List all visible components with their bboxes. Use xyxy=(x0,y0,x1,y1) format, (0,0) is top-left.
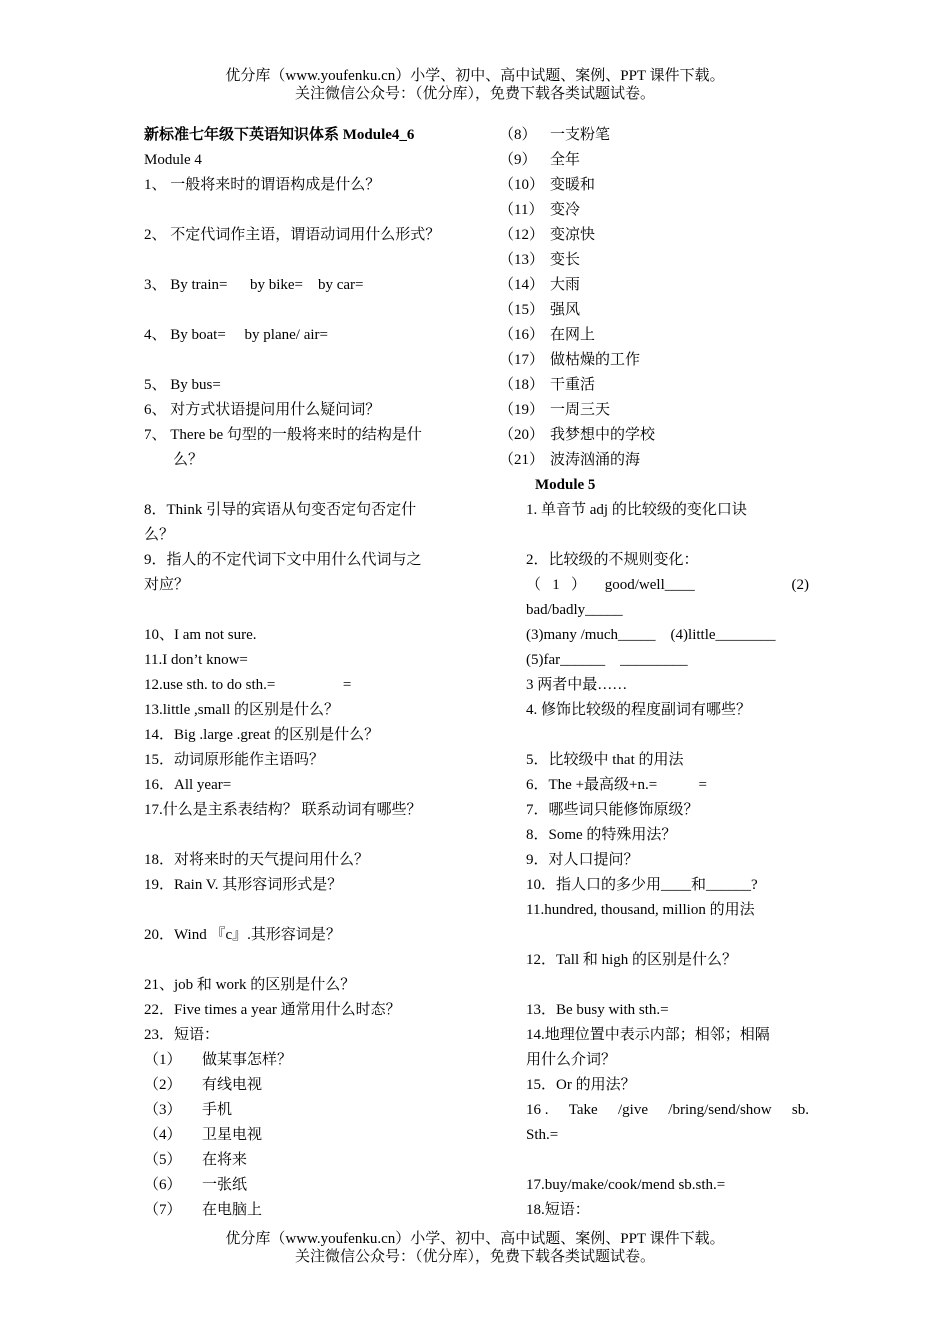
phrase-item xyxy=(499,248,809,273)
phrase-text: 手机 xyxy=(202,1102,233,1118)
question-1: 1、 一般将来时的谓语构成是什么？ xyxy=(144,177,381,193)
question-17: 17.什么是主系表结构？ 联系动词有哪些？ xyxy=(144,802,422,818)
phrase-item xyxy=(499,198,809,223)
question-4: 4、 By boat= by plane/ air= xyxy=(144,327,328,343)
module5-question-16 xyxy=(499,1098,809,1123)
phrase-item xyxy=(499,223,809,248)
document-title: 新标准七年级下英语知识体系 Module4_6 xyxy=(144,127,415,143)
phrase-item xyxy=(144,1123,464,1148)
phrase-text: 做枯燥的工作 xyxy=(550,352,641,368)
phrase-number: （5） xyxy=(144,1152,182,1168)
phrase-number: （2） xyxy=(144,1077,182,1093)
phrase-number: （1） xyxy=(144,1052,182,1068)
module5-question-8: 8．Some 的特殊用法？ xyxy=(526,827,677,843)
phrase-number: （3） xyxy=(144,1102,182,1118)
phrase-number: （19） xyxy=(499,402,545,418)
phrase-text: 做某事怎样？ xyxy=(202,1052,293,1068)
phrase-item xyxy=(499,323,809,348)
module5-question-9: 9．对人口提问？ xyxy=(526,852,639,868)
phrase-text: 波涛汹涌的海 xyxy=(550,452,641,468)
phrase-number: （9） xyxy=(499,152,537,168)
question-3: 3、 By train= by bike= by car= xyxy=(144,277,364,293)
phrase-item xyxy=(144,1173,464,1198)
phrase-item xyxy=(499,123,809,148)
phrase-text: 在电脑上 xyxy=(202,1202,263,1218)
question-7: 7、 There be 句型的一般将来时的结构是什 xyxy=(144,427,422,443)
question-5: 5、 By bus= xyxy=(144,377,221,393)
question-2: 2、 不定代词作主语，谓语动词用什么形式？ xyxy=(144,227,441,243)
phrase-item xyxy=(144,1073,464,1098)
question-13: 13.little ,small 的区别是什么？ xyxy=(144,702,339,718)
phrase-text: 一周三天 xyxy=(550,402,611,418)
question-9: 9．指人的不定代词下文中用什么代词与之 xyxy=(144,552,422,568)
module5-question-13: 13．Be busy with sth.= xyxy=(526,1002,669,1018)
page-footer xyxy=(0,1230,950,1266)
question-8: 8．Think 引导的宾语从句变否定句否定什 xyxy=(144,502,417,518)
question-20: 20．Wind 『c』.其形容词是？ xyxy=(144,927,341,943)
phrase-item xyxy=(499,423,809,448)
module-4-heading: Module 4 xyxy=(144,152,202,168)
phrase-text: 全年 xyxy=(550,152,581,168)
question-6: 6、 对方式状语提问用什么疑问词？ xyxy=(144,402,381,418)
footer-line-2: 关注微信公众号：（优分库），免费下载各类试题试卷。 xyxy=(294,1249,655,1265)
question-7-cont: 么？ xyxy=(173,452,204,468)
phrase-list-right xyxy=(499,123,809,473)
phrase-text: 大雨 xyxy=(550,277,581,293)
phrase-number: （16） xyxy=(499,327,545,343)
phrase-number: （10） xyxy=(499,177,545,193)
question-12: 12.use sth. to do sth.= = xyxy=(144,677,352,693)
irregular-2: bad/badly_____ xyxy=(526,602,623,618)
module5-question-11: 11.hundred, thousand, million 的用法 xyxy=(526,902,755,918)
phrase-item xyxy=(144,1048,464,1073)
q16-word: /give xyxy=(618,1102,648,1118)
phrase-number: （20） xyxy=(499,427,545,443)
phrase-text: 一张纸 xyxy=(202,1177,248,1193)
phrase-text: 变长 xyxy=(550,252,581,268)
phrase-item xyxy=(499,173,809,198)
phrase-number: （17） xyxy=(499,352,545,368)
phrase-number: （21） xyxy=(499,452,545,468)
q16-word: 16 . xyxy=(526,1102,549,1118)
phrase-text: 我梦想中的学校 xyxy=(550,427,656,443)
phrase-item xyxy=(499,398,809,423)
phrase-text: 有线电视 xyxy=(202,1077,263,1093)
phrase-number: （7） xyxy=(144,1202,182,1218)
question-10: 10、I am not sure. xyxy=(144,627,257,643)
q16-word: Take xyxy=(568,1102,598,1118)
irregular-5: (5)far______ _________ xyxy=(526,652,688,668)
phrase-number: （11） xyxy=(499,202,544,218)
question-19: 19．Rain V. 其形容词形式是？ xyxy=(144,877,343,893)
q16-word: sb. xyxy=(791,1102,809,1118)
phrase-item xyxy=(499,298,809,323)
module5-question-5: 5．比较级中 that 的用法 xyxy=(526,752,684,768)
header-line-2: 关注微信公众号：（优分库），免费下载各类试题试卷。 xyxy=(294,86,655,102)
phrase-number: （13） xyxy=(499,252,545,268)
phrase-text: 在网上 xyxy=(550,327,596,343)
irregular-1: （ 1 ） good/well____ xyxy=(526,577,695,593)
module5-question-15: 15．Or 的用法？ xyxy=(526,1077,636,1093)
module5-question-2: 2．比较级的不规则变化： xyxy=(526,552,699,568)
irregular-3-4: (3)many /much_____ (4)little________ xyxy=(526,627,776,643)
header-line-1: 优分库（www.youfenku.cn）小学、初中、高中试题、案例、PPT 课件下载。 xyxy=(225,68,725,84)
phrase-text: 在将来 xyxy=(202,1152,248,1168)
module-5-heading: Module 5 xyxy=(535,477,596,493)
module5-question-4: 4. 修饰比较级的程度副词有哪些？ xyxy=(526,702,752,718)
phrase-text: 干重活 xyxy=(550,377,596,393)
question-14: 14．Big .large .great 的区别是什么？ xyxy=(144,727,380,743)
phrase-text: 卫星电视 xyxy=(202,1127,263,1143)
question-11: 11.I don’t know= xyxy=(144,652,248,668)
phrase-item xyxy=(499,448,809,473)
phrase-item xyxy=(499,148,809,173)
module5-question-14-cont: 用什么介词？ xyxy=(526,1052,617,1068)
module5-question-10: 10．指人口的多少用____和______? xyxy=(526,877,758,893)
phrase-text: 变冷 xyxy=(550,202,581,218)
module5-question-17: 17.buy/make/cook/mend sb.sth.= xyxy=(526,1177,726,1193)
phrase-text: 一支粉笔 xyxy=(550,127,611,143)
phrase-number: （15） xyxy=(499,302,545,318)
question-21: 21、job 和 work 的区别是什么？ xyxy=(144,977,356,993)
module5-question-14: 14.地理位置中表示内部；相邻；相隔 xyxy=(526,1027,770,1043)
module5-question-6: 6．The +最高级+n.= = xyxy=(526,777,707,793)
phrase-number: （8） xyxy=(499,127,537,143)
module5-question-2-row1 xyxy=(499,573,809,598)
phrase-text: 变暖和 xyxy=(550,177,596,193)
question-22: 22．Five times a year 通常用什么时态？ xyxy=(144,1002,401,1018)
footer-line-1: 优分库（www.youfenku.cn）小学、初中、高中试题、案例、PPT 课件下载。 xyxy=(225,1231,725,1247)
phrase-item xyxy=(144,1198,464,1223)
module5-question-16-cont: Sth.= xyxy=(526,1127,559,1143)
phrase-item xyxy=(144,1098,464,1123)
question-8-cont: 么？ xyxy=(144,527,175,543)
phrase-number: （18） xyxy=(499,377,545,393)
irregular-2-num: (2) xyxy=(791,577,809,593)
phrase-text: 变凉快 xyxy=(550,227,596,243)
phrase-item xyxy=(144,1148,464,1173)
phrase-item xyxy=(499,348,809,373)
module5-question-18: 18.短语： xyxy=(526,1202,590,1218)
question-9-cont: 对应？ xyxy=(144,577,190,593)
phrase-item xyxy=(499,373,809,398)
question-23: 23．短语： xyxy=(144,1027,220,1043)
question-18: 18．对将来时的天气提问用什么？ xyxy=(144,852,370,868)
question-15: 15．动词原形能作主语吗？ xyxy=(144,752,325,768)
phrase-list-left xyxy=(144,1048,464,1223)
phrase-number: （4） xyxy=(144,1127,182,1143)
phrase-number: （14） xyxy=(499,277,545,293)
phrase-text: 强风 xyxy=(550,302,581,318)
phrase-number: （6） xyxy=(144,1177,182,1193)
page-header xyxy=(0,67,950,103)
left-column xyxy=(144,123,464,1223)
question-16: 16．All year= xyxy=(144,777,232,793)
q16-word: /bring/send/show xyxy=(668,1102,772,1118)
module5-question-3: 3 两者中最…… xyxy=(526,677,628,693)
phrase-number: （12） xyxy=(499,227,545,243)
right-column xyxy=(499,123,809,1223)
phrase-item xyxy=(499,273,809,298)
module5-question-7: 7．哪些词只能修饰原级？ xyxy=(526,802,699,818)
module5-question-1: 1. 单音节 adj 的比较级的变化口诀 xyxy=(526,502,747,518)
module5-question-12: 12．Tall 和 high 的区别是什么？ xyxy=(526,952,738,968)
